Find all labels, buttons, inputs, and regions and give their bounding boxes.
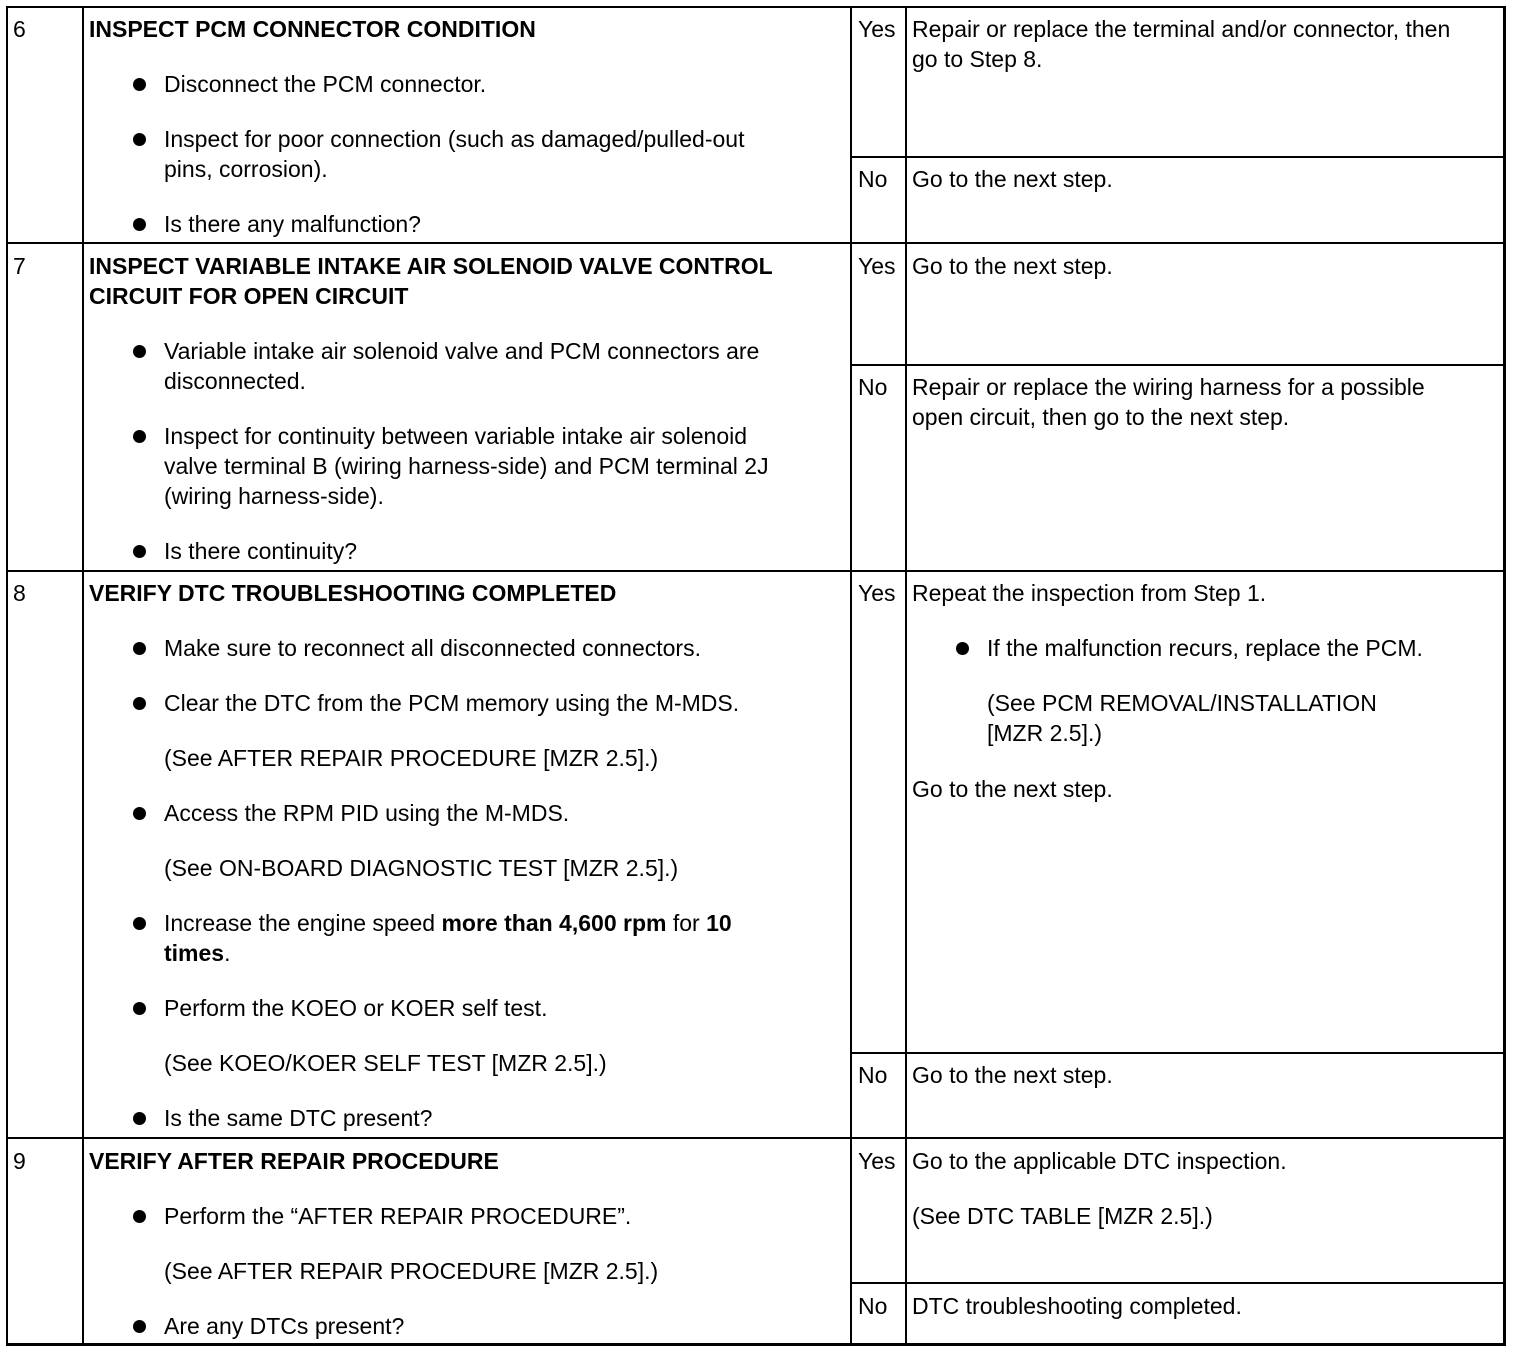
column-divider [905, 8, 907, 1343]
step-title: INSPECT VARIABLE INTAKE AIR SOLENOID VALVE CONTROL [89, 253, 773, 279]
no-action: Go to the next step. [912, 1062, 1113, 1088]
step-title: VERIFY AFTER REPAIR PROCEDURE [89, 1148, 499, 1174]
reference-text: (See KOEO/KOER SELF TEST [MZR 2.5].) [164, 1050, 607, 1076]
reference-text: (See ON-BOARD DIAGNOSTIC TEST [MZR 2.5].) [164, 855, 679, 881]
yes-action: Go to the applicable DTC inspection. [912, 1148, 1287, 1174]
instruction-text: disconnected. [164, 368, 306, 394]
yes-no-divider [852, 364, 1503, 366]
instruction-text: pins, corrosion). [164, 156, 328, 182]
yes-label: Yes [858, 580, 896, 606]
instruction-text: (wiring harness-side). [164, 483, 384, 509]
instruction-text: Perform the KOEO or KOER self test. [164, 995, 548, 1021]
yes-action: go to Step 8. [912, 46, 1043, 72]
bullet-icon [133, 345, 146, 358]
step-title: CIRCUIT FOR OPEN CIRCUIT [89, 283, 409, 309]
step-title: VERIFY DTC TROUBLESHOOTING COMPLETED [89, 580, 617, 606]
bullet-icon [133, 430, 146, 443]
yes-action: Repair or replace the terminal and/or connector, then [912, 16, 1451, 42]
yes-action: Repeat the inspection from Step 1. [912, 580, 1267, 606]
reference-text: [MZR 2.5].) [987, 720, 1103, 746]
yes-label: Yes [858, 1148, 896, 1174]
bullet-icon [133, 1210, 146, 1223]
column-divider [850, 8, 852, 1343]
no-action: Repair or replace the wiring harness for a possible [912, 374, 1425, 400]
step-number: 8 [13, 580, 26, 606]
no-label: No [858, 374, 888, 400]
yes-action: Go to the next step. [912, 776, 1113, 802]
step-number: 7 [13, 253, 26, 279]
instruction-text: Disconnect the PCM connector. [164, 71, 487, 97]
instruction-text: Is there continuity? [164, 538, 358, 564]
instruction-text: Is there any malfunction? [164, 211, 421, 237]
yes-action: If the malfunction recurs, replace the PCM. [987, 635, 1423, 661]
bullet-icon [133, 133, 146, 146]
yes-no-divider [852, 156, 1503, 158]
no-action: Go to the next step. [912, 166, 1113, 192]
bullet-icon [133, 697, 146, 710]
no-action: DTC troubleshooting completed. [912, 1293, 1242, 1319]
troubleshooting-table [6, 6, 1506, 1346]
bullet-icon [956, 642, 969, 655]
yes-label: Yes [858, 253, 896, 279]
bullet-icon [133, 545, 146, 558]
bullet-icon [133, 218, 146, 231]
instruction-text: Variable intake air solenoid valve and PCM connectors are [164, 338, 760, 364]
bullet-icon [133, 78, 146, 91]
yes-label: Yes [858, 16, 896, 42]
instruction-text: Perform the “AFTER REPAIR PROCEDURE”. [164, 1203, 632, 1229]
row-divider [8, 242, 1503, 244]
bullet-icon [133, 1112, 146, 1125]
reference-text: (See DTC TABLE [MZR 2.5].) [912, 1203, 1213, 1229]
yes-no-divider [852, 1282, 1503, 1284]
instruction-text: Inspect for poor connection (such as damaged/pulled-out [164, 126, 745, 152]
reference-text: (See AFTER REPAIR PROCEDURE [MZR 2.5].) [164, 1258, 659, 1284]
instruction-text: Make sure to reconnect all disconnected connectors. [164, 635, 701, 661]
instruction-text: Is the same DTC present? [164, 1105, 433, 1131]
reference-text: (See AFTER REPAIR PROCEDURE [MZR 2.5].) [164, 745, 659, 771]
column-divider [82, 8, 84, 1343]
no-label: No [858, 1062, 888, 1088]
instruction-text: Access the RPM PID using the M-MDS. [164, 800, 570, 826]
bullet-icon [133, 807, 146, 820]
no-action: open circuit, then go to the next step. [912, 404, 1290, 430]
no-label: No [858, 166, 888, 192]
instruction-text: Increase the engine speed more than 4,600 rpm for 10 [164, 910, 732, 936]
no-label: No [858, 1293, 888, 1319]
reference-text: (See PCM REMOVAL/INSTALLATION [987, 690, 1377, 716]
yes-no-divider [852, 1052, 1503, 1054]
bullet-icon [133, 917, 146, 930]
step-number: 6 [13, 16, 26, 42]
row-divider [8, 1137, 1503, 1139]
step-title: INSPECT PCM CONNECTOR CONDITION [89, 16, 536, 42]
bullet-icon [133, 1002, 146, 1015]
step-number: 9 [13, 1148, 26, 1174]
yes-action: Go to the next step. [912, 253, 1113, 279]
bullet-icon [133, 642, 146, 655]
instruction-text: times. [164, 940, 231, 966]
instruction-text: Are any DTCs present? [164, 1313, 405, 1339]
bullet-icon [133, 1320, 146, 1333]
row-divider [8, 570, 1503, 572]
instruction-text: Inspect for continuity between variable intake air solenoid [164, 423, 748, 449]
instruction-text: valve terminal B (wiring harness-side) and PCM terminal 2J [164, 453, 769, 479]
instruction-text: Clear the DTC from the PCM memory using the M-MDS. [164, 690, 740, 716]
